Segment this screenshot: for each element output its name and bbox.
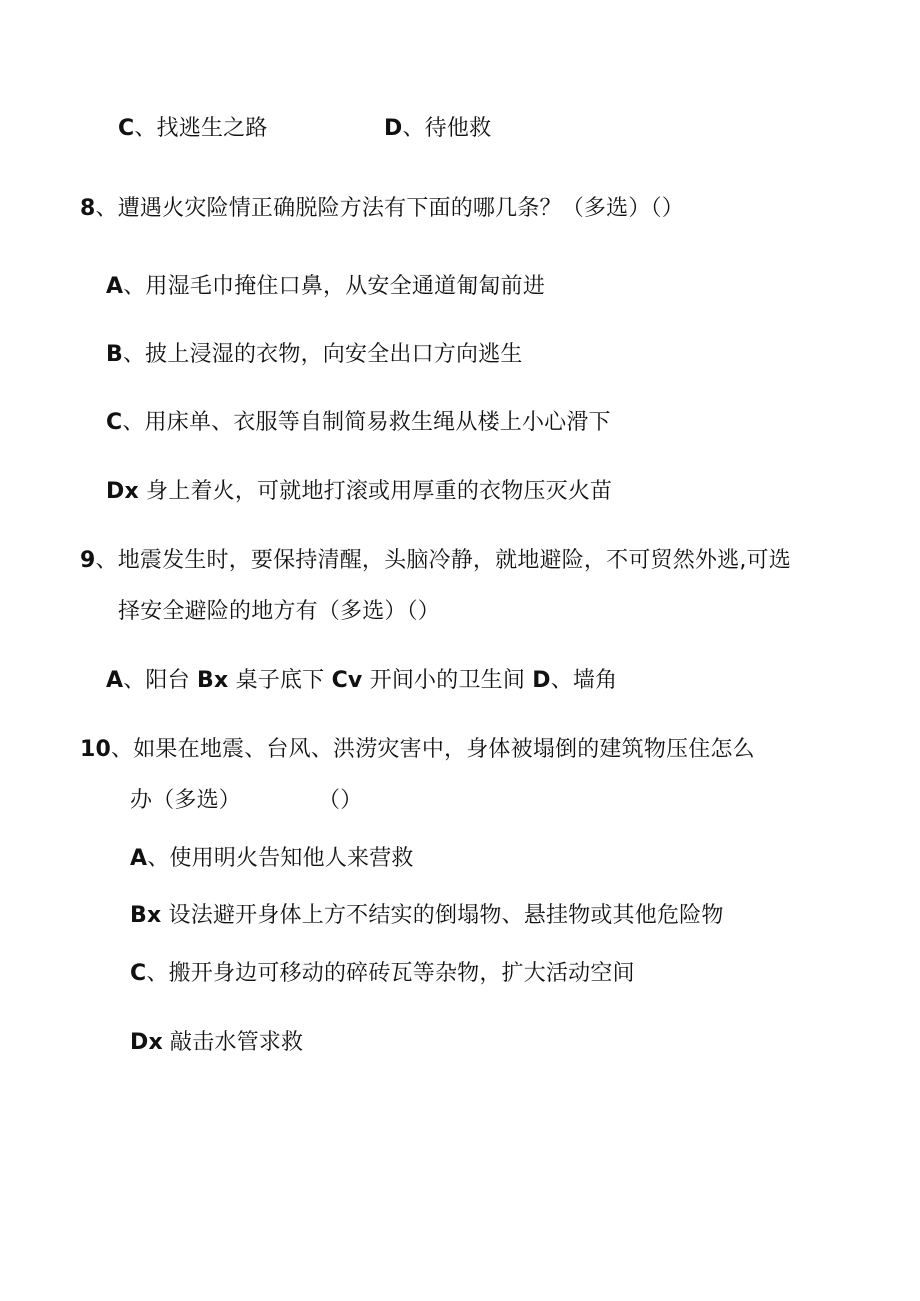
option-label-b: Bx [197,668,229,693]
option-label: Bx [130,903,162,928]
q7-option-c [118,114,268,144]
q8-option-b [106,340,523,370]
option-text-c: 开间小的卫生间 [362,668,533,693]
option-label: Dx [106,479,139,504]
question-text-line-1: 、如果在地震、台风、洪涝灾害中，身体被塌倒的建筑物压住怎么 [111,737,755,762]
option-text: 、用床单、衣服等自制简易救生绳从楼上小心滑下 [122,410,611,435]
option-text: 、找逃生之路 [134,116,268,141]
option-label: C [106,410,123,435]
question-10-continued [130,786,241,816]
q9-options [106,666,617,696]
question-text: 、遭遇火灾险情正确脱险方法有下面的哪几条？（多选）（） [95,196,684,221]
option-text: 身上着火，可就地打滚或用厚重的衣物压灭火苗 [138,479,613,504]
q10-option-d [130,1028,303,1058]
answer-blank: （） [318,788,363,813]
question-number: 9 [80,548,96,573]
q10-option-a [130,844,414,874]
q7-option-d [384,114,491,144]
option-label-c: Cv [331,668,363,693]
option-label-a: A [106,668,124,693]
question-9-continued [118,597,440,627]
q10-option-b [130,901,724,931]
option-text: 、用湿毛巾掩住口鼻，从安全通道匍匐前进 [123,274,546,299]
option-text: 、使用明火告知他人来营救 [147,846,414,871]
q10-option-c [130,959,635,989]
option-text: 、披上浸湿的衣物，向安全出口方向逃生 [122,342,523,367]
q8-option-a [106,272,545,302]
option-label: C [118,116,135,141]
option-label: Dx [130,1030,163,1055]
option-text: 设法避开身体上方不结实的倒塌物、悬挂物或其他危险物 [161,903,724,928]
question-text-line-1: 、地震发生时，要保持清醒，头脑冷静，就地避险，不可贸然外逃,可选 [95,548,791,573]
question-10 [80,735,755,765]
option-label: D [384,116,403,141]
option-label: A [130,846,148,871]
question-text-line-2: 办（多选） [130,788,242,813]
option-text-d: 、墙角 [550,668,618,693]
question-number: 10 [80,737,112,762]
option-label-d: D [532,668,551,693]
option-label: B [106,342,123,367]
option-text: 敲击水管求救 [162,1030,304,1055]
option-text-a: 、阳台 [123,668,198,693]
question-10-answer-blank [318,786,362,816]
q8-option-c [106,408,611,438]
option-text-b: 桌子底下 [228,668,332,693]
question-9 [80,546,791,576]
option-label: C [130,961,147,986]
q8-option-d [106,477,612,507]
question-text-line-2: 择安全避险的地方有（多选）（） [118,599,441,624]
option-text: 、搬开身边可移动的碎砖瓦等杂物，扩大活动空间 [146,961,635,986]
question-8 [80,194,684,224]
option-label: A [106,274,124,299]
option-text: 、待他救 [402,116,492,141]
question-number: 8 [80,196,96,221]
